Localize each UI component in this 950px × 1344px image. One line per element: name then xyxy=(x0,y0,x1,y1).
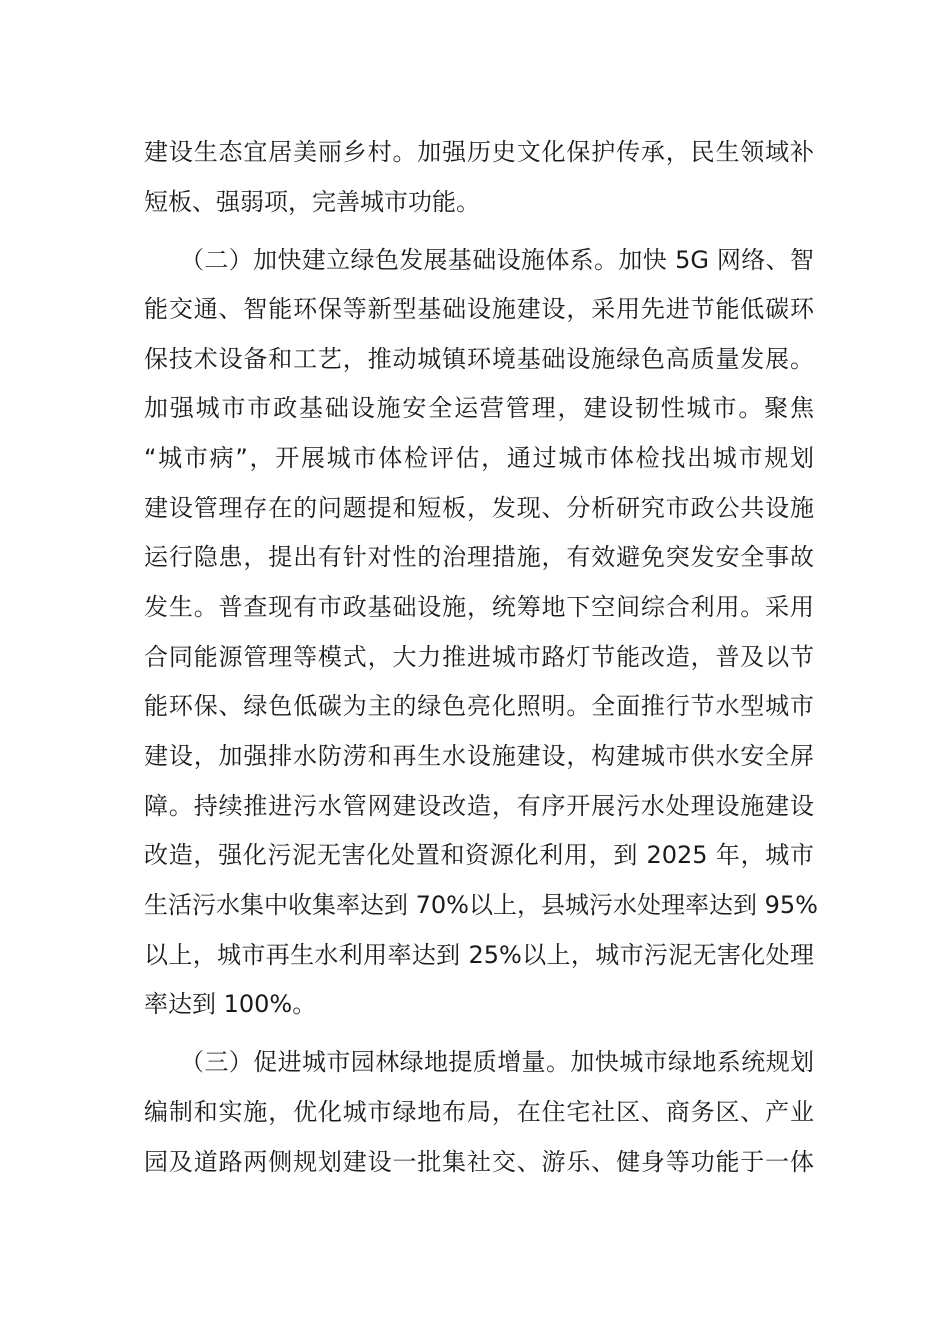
text-line: 编制和实施，优化城市绿地布局，在住宅社区、商务区、产业 xyxy=(144,1098,814,1126)
text-line: 发生。普查现有市政基础设施，统筹地下空间综合利用。采用 xyxy=(144,593,814,621)
text-line: 园及道路两侧规划建设一批集社交、游乐、健身等功能于一体 xyxy=(144,1148,814,1176)
text-line: 率达到 100%。 xyxy=(144,990,317,1018)
text-line: 建设，加强排水防涝和再生水设施建设，构建城市供水安全屏 xyxy=(144,742,814,770)
text-line: 能交通、智能环保等新型基础设施建设，采用先进节能低碳环 xyxy=(144,295,814,323)
text-line: 生活污水集中收集率达到 70%以上，县城污水处理率达到 95% xyxy=(144,891,818,919)
text-line: 改造，强化污泥无害化处置和资源化利用，到 2025 年，城市 xyxy=(144,841,814,869)
text-line: 短板、强弱项，完善城市功能。 xyxy=(144,188,480,216)
paragraph-heading-2: （二）加快建立绿色发展基础设施体系。加快 5G 网络、智 xyxy=(180,246,814,274)
text-line: 建设管理存在的问题提和短板，发现、分析研究市政公共设施 xyxy=(144,494,814,522)
text-line: 能环保、绿色低碳为主的绿色亮化照明。全面推行节水型城市 xyxy=(144,692,814,720)
text-line: 加强城市市政基础设施安全运营管理，建设韧性城市。聚焦 xyxy=(144,394,814,422)
text-line: 保技术设备和工艺，推动城镇环境基础设施绿色高质量发展。 xyxy=(144,345,814,373)
text-line: 建设生态宜居美丽乡村。加强历史文化保护传承，民生领域补 xyxy=(144,138,814,166)
text-line: 运行隐患，提出有针对性的治理措施，有效避免突发安全事故 xyxy=(144,543,814,571)
paragraph-heading-3: （三）促进城市园林绿地提质增量。加快城市绿地系统规划 xyxy=(180,1048,814,1076)
text-line: “城市病”，开展城市体检评估，通过城市体检找出城市规划 xyxy=(144,444,814,472)
text-line: 以上，城市再生水利用率达到 25%以上，城市污泥无害化处理 xyxy=(144,941,814,969)
text-line: 障。持续推进污水管网建设改造，有序开展污水处理设施建设 xyxy=(144,792,814,820)
text-line: 合同能源管理等模式，大力推进城市路灯节能改造，普及以节 xyxy=(144,643,814,671)
